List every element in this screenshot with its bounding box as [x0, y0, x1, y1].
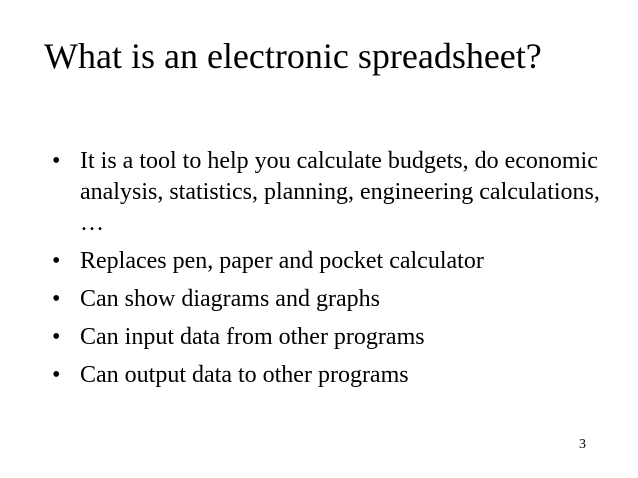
bullet-text: It is a tool to help you calculate budgets, do economic analysis, statistics, planning, engineering calculations, …	[80, 148, 600, 236]
bullet-point-icon: •	[52, 148, 61, 174]
bullet-text: Replaces pen, paper and pocket calculator	[80, 248, 484, 274]
bullet-text: Can show diagrams and graphs	[80, 286, 380, 312]
bullet-item-tool	[52, 146, 612, 239]
bullet-point-icon: •	[52, 248, 61, 274]
bullet-text: Can output data to other programs	[80, 362, 409, 388]
bullet-item-output	[52, 360, 612, 391]
bullet-point-icon: •	[52, 286, 61, 312]
bullet-point-icon: •	[52, 324, 61, 350]
page-number: 3	[579, 437, 586, 452]
bullet-list	[52, 146, 612, 398]
bullet-text: Can input data from other programs	[80, 324, 425, 350]
bullet-item-input	[52, 322, 612, 353]
bullet-item-diagrams	[52, 284, 612, 315]
slide-title: What is an electronic spreadsheet?	[44, 36, 542, 76]
bullet-point-icon: •	[52, 362, 61, 388]
bullet-item-replaces	[52, 246, 612, 277]
